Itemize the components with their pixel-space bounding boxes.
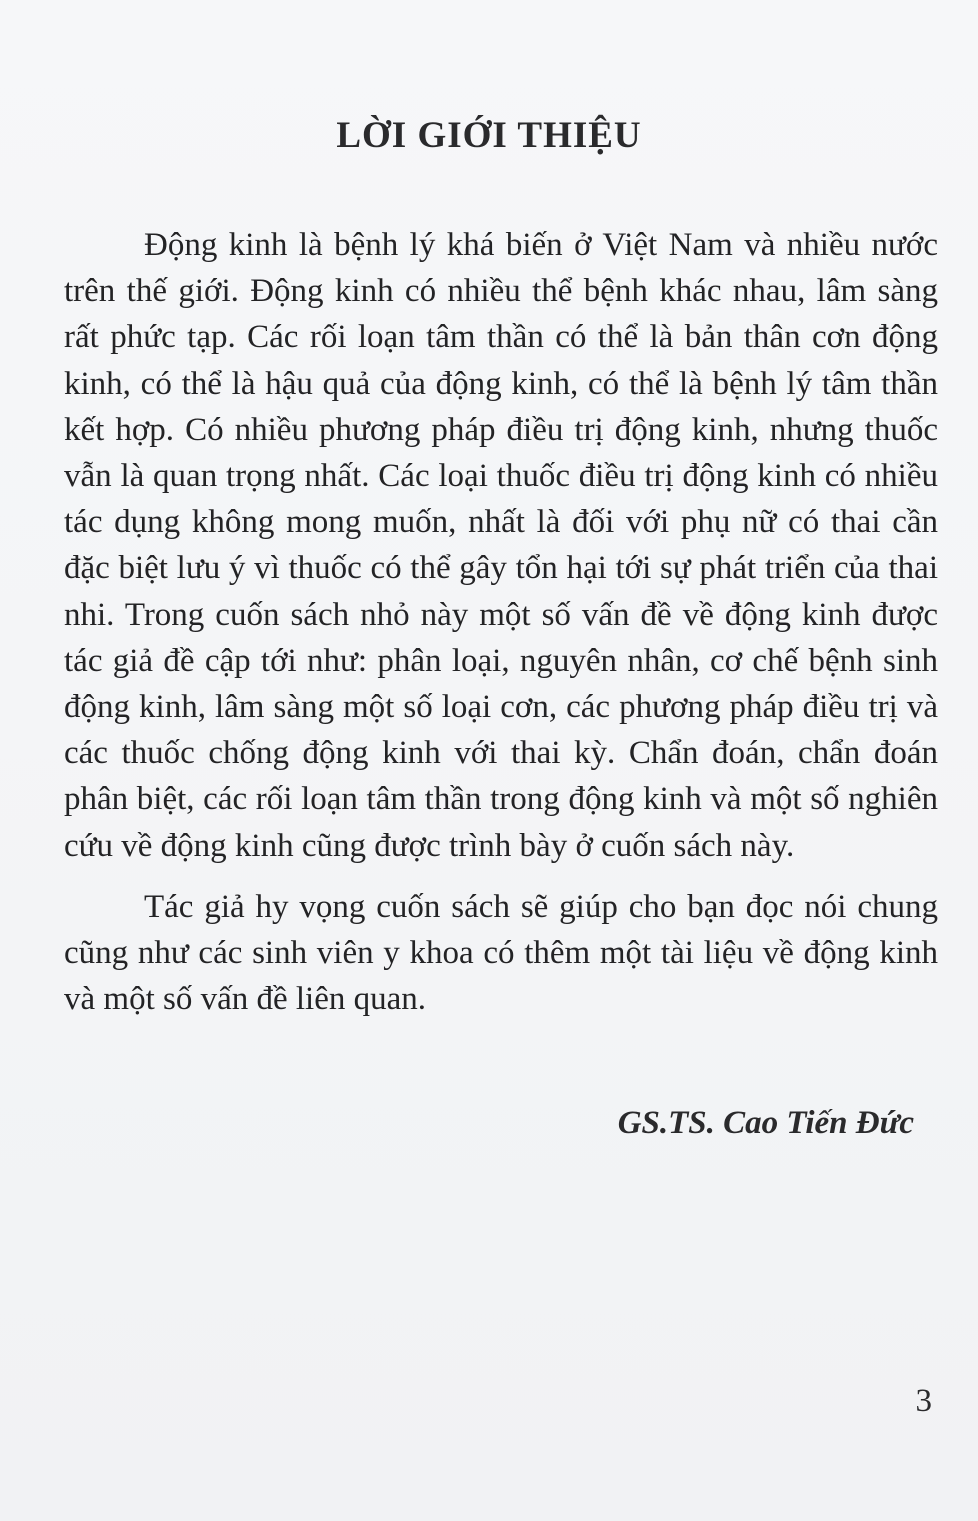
author-signature: GS.TS. Cao Tiến Đức [617,1105,914,1141]
page-title: LỜI GIỚI THIỆU [336,115,642,156]
paragraph-1: Động kinh là bệnh lý khá biến ở Việt Nam và nhiều nước trên thế giới. Động kinh có nhiều thể bệnh khác nhau, lâm sàng rất phức tạp. Các rối loạn tâm thần có thể là bản thân cơn động kinh, có thể là hậu quả của động kinh, có thể là bệnh lý tâm thần kết hợp. Có nhiều phương pháp điều trị động kinh, nhưng thuốc vẫn là quan trọng nhất. Các loại thuốc điều trị động kinh có nhiều tác dụng không mong muốn, nhất là đối với phụ nữ có thai cần đặc biệt lưu ý vì thuốc có thể gây tổn hại tới sự phát triển của thai nhi. Trong cuốn sách nhỏ này một số vấn đề về động kinh được tác giả đề cập tới như: phân loại, nguyên nhân, cơ chế bệnh sinh động kinh, lâm sàng một số loại cơn, các phương pháp điều trị và các thuốc chống động kinh với thai kỳ. Chẩn đoán, chẩn đoán phân biệt, các rối loạn tâm thần trong động kinh và một số nghiên cứu về động kinh cũng được trình bày ở cuốn sách này. [64,227,938,864]
body-text [64,222,938,1022]
paragraph-2: Tác giả hy vọng cuốn sách sẽ giúp cho bạn đọc nói chung cũng như các sinh viên y khoa có thêm một tài liệu về động kinh và một số vấn đề liên quan. [64,888,938,1018]
page-number: 3 [915,1383,932,1419]
